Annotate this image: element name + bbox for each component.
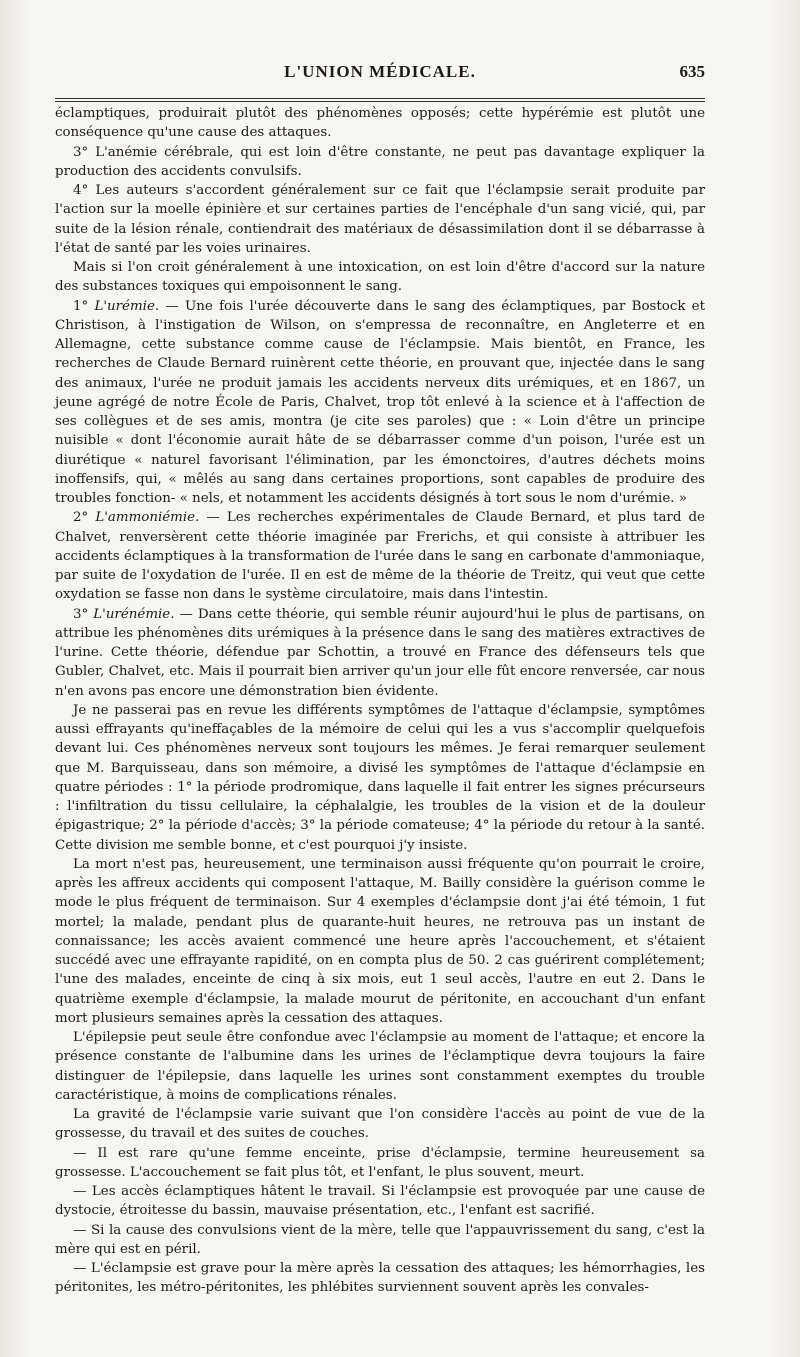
paragraph: 3° L'anémie cérébrale, qui est loin d'être constante, ne peut pas davantage expliquer la production des accidents convulsifs. xyxy=(55,144,705,179)
paragraph: éclamptiques, produirait plutôt des phénomènes opposés; cette hypérémie est plutôt une conséquence qu'une cause des attaques. xyxy=(55,106,705,141)
page-header xyxy=(55,62,705,90)
paragraph: 4° Les auteurs s'accordent généralement sur ce fait que l'éclampsie serait produite par l'action sur la moelle épinière et sur certaines parties de l'encéphale d'un sang vicié, qui, par suite de la lésion rénale, contiendrait des matériaux de désassimilation dont il se débarrasse à l'état de santé par les voies urinaires. xyxy=(55,183,705,256)
paragraph: 2° L'ammoniémie. — Les recherches expérimentales de Claude Bernard, et plus tard de Chalvet, renversèrent cette théorie imaginée par Frerichs, et qui consiste à attribuer les accidents éclamptiques à la transformation de l'urée dans le sang en carbonate d'ammoniaque, par suite de l'oxydation de l'urée. Il en est de même de la théorie de Treitz, qui veut que cette oxydation se fasse non dans le système circulatoire, mais dans l'intestin. xyxy=(55,510,705,603)
header-rule xyxy=(55,98,705,102)
paragraph: Mais si l'on croit généralement à une intoxication, on est loin d'être d'accord sur la nature des substances toxiques qui empoisonnent le sang. xyxy=(55,260,705,295)
journal-title: L'UNION MÉDICALE. xyxy=(284,62,476,81)
paragraph: Je ne passerai pas en revue les différents symptômes de l'attaque d'éclampsie, symptômes aussi effrayants qu'ineffaçables de la mémoire de celui qui les a vus s'accomplir quelquefois devant lui. Ces phénomènes nerveux sont toujours les mêmes. Je ferai remarquer seulement que M. Barquisseau, dans son mémoire, a divisé les symptômes de l'attaque d'éclampsie en quatre périodes : 1° la période prodromique, dans laquelle il fait entrer les signes précurseurs : l'infiltration du tissu cellulaire, la céphalalgie, les troubles de la vision et de la douleur épigastrique; 2° la période d'accès; 3° la période comateuse; 4° la période du retour à la santé. Cette division me semble bonne, et c'est pourquoi j'y insiste. xyxy=(55,702,705,853)
paragraph: 1° L'urémie. — Une fois l'urée découverte dans le sang des éclamptiques, par Bostock et Christison, à l'instigation de Wilson, on s'empressa de reconnaître, en Angleterre et en Allemagne, cette substance comme cause de l'éclampsie. Mais bientôt, en France, les recherches de Claude Bernard ruinèrent cette théorie, en prouvant que, injectée dans le sang des animaux, l'urée ne produit jamais les accidents nerveux dits urémiques, et en 1867, un jeune agrégé de notre École de Paris, Chalvet, trop tôt enlevé à la science et à l'affection de ses collègues et de ses amis, montra (je cite ses paroles) que : « Loin d'être un principe nuisible « dont l'économie aurait hâte de se débarrasser comme d'un poison, l'urée est un diurétique « naturel favorisant l'élimination, par les émonctoires, d'autres déchets moins inoffensifs, qui, « mêlés au sang dans certaines proportions, sont capables de produire des troubles fonction- « nels, et notamment les accidents désignés à tort sous le nom d'urémie. » xyxy=(55,298,705,506)
section-heading: L'ammoniémie. xyxy=(95,510,200,526)
section-heading: L'urénémie. xyxy=(93,606,175,622)
paragraph: L'épilepsie peut seule être confondue avec l'éclampsie au moment de l'attaque; et encore la présence constante de l'albumine dans les urines de l'éclamptique devra toujours la faire distinguer de l'épilepsie, dans laquelle les urines sont constamment exemptes du trouble caractéristique, à moins de complications rénales. xyxy=(55,1030,705,1103)
section-heading: L'urémie. xyxy=(94,298,160,314)
paragraph: 3° L'urénémie. — Dans cette théorie, qui semble réunir aujourd'hui le plus de partisans, on attribue les phénomènes dits urémiques à la présence dans le sang des matières extractives de l'urine. Cette théorie, défendue par Schottin, a trouvé en France des défenseurs tels que Gubler, Chalvet, etc. Mais il pourrait bien arriver qu'un jour elle fût encore renversée, car nous n'en avons pas encore une démonstration bien évidente. xyxy=(55,606,705,699)
paragraph: — Les accès éclamptiques hâtent le travail. Si l'éclampsie est provoquée par une cause de dystocie, étroitesse du bassin, mauvaise présentation, etc., l'enfant est sacrifié. xyxy=(55,1184,705,1219)
paragraph: — Il est rare qu'une femme enceinte, prise d'éclampsie, termine heureusement sa grossesse. L'accouchement se fait plus tôt, et l'enfant, le plus souvent, meurt. xyxy=(55,1145,705,1180)
paragraph: — Si la cause des convulsions vient de la mère, telle que l'appauvrissement du sang, c'est la mère qui est en péril. xyxy=(55,1222,705,1257)
paragraph: La gravité de l'éclampsie varie suivant que l'on considère l'accès au point de vue de la grossesse, du travail et des suites de couches. xyxy=(55,1107,705,1142)
paragraph: La mort n'est pas, heureusement, une terminaison aussi fréquente qu'on pourrait le croire, après les affreux accidents qui composent l'attaque, M. Bailly considère la guérison comme le mode le plus fréquent de terminaison. Sur 4 exemples d'éclampsie dont j'ai été témoin, 1 fut mortel; la malade, pendant plus de quarante-huit heures, ne retrouva pas un instant de connaissance; les accès avaient commencé une heure après l'accouchement, et s'étaient succédé avec une effrayante rapidité, on en compta plus de 50. 2 cas guérirent complétement; l'une des malades, enceinte de cinq à six mois, eut 1 seul accès, l'autre en eut 2. Dans le quatrième exemple d'éclampsie, la malade mourut de péritonite, en accouchant d'un enfant mort plusieurs semaines après la cessation des attaques. xyxy=(55,856,705,1026)
page-number: 635 xyxy=(679,62,705,81)
paragraph: — L'éclampsie est grave pour la mère après la cessation des attaques; les hémorrhagies, les péritonites, les métro-péritonites, les phlébites surviennent souvent après les convales- xyxy=(55,1261,705,1296)
body-text xyxy=(55,104,705,1298)
